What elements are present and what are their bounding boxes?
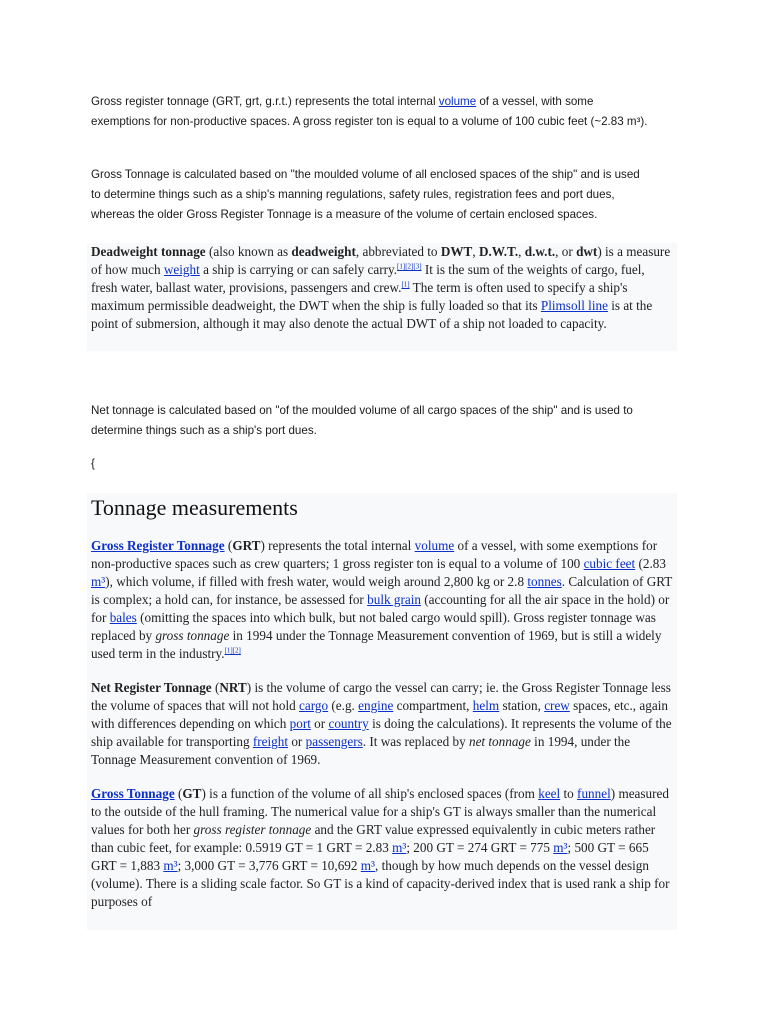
- nrt-text: (e.g.: [328, 698, 359, 713]
- grt-text: of a vessel, with some exemptions for non-productive spaces such as crew quarters; 1 gross register ton is equal to a volume of 100: [91, 538, 658, 571]
- nrt-text: or: [310, 716, 329, 731]
- deadweight-text: , or: [555, 244, 577, 259]
- volume-link[interactable]: volume: [438, 95, 477, 108]
- gross-tonnage-italic: gross tonnage: [155, 628, 230, 643]
- dwt-lower-bold: dwt: [576, 244, 598, 259]
- tonnes-link[interactable]: tonnes: [527, 574, 562, 589]
- passengers-link[interactable]: passengers: [305, 734, 363, 749]
- grt-abbr: GRT: [232, 538, 261, 553]
- deadweight-term: Deadweight tonnage: [91, 244, 206, 259]
- country-link[interactable]: country: [328, 716, 369, 731]
- nrt-paragraph: Net Register Tonnage (NRT) is the volume of cargo the vessel can carry; ie. the Gross Register Tonnage less the volume of spaces that will not hold cargo (e.g. engine compartment, helm station, crew spaces, etc., again with differences depending on which port or country is doing the calculations). It represents the volume of the ship available for transporting freight or passengers. It was replaced by net tonnage in 1994, under the Tonnage Measurement convention of 1969.: [91, 680, 672, 767]
- helm-link[interactable]: helm: [472, 698, 500, 713]
- deadweight-text: a ship is carrying or can safely carry.: [199, 262, 398, 277]
- nrt-abbr: NRT: [219, 680, 247, 695]
- gt-text: is a function of the volume of all ship's enclosed spaces (from: [205, 786, 539, 801]
- crew-link[interactable]: crew: [544, 698, 570, 713]
- keel-link[interactable]: keel: [538, 786, 561, 801]
- section-title: Tonnage measurements: [91, 495, 298, 520]
- deadweight-text: ) is a measure of how much: [91, 244, 671, 277]
- cubic-feet-link[interactable]: cubic feet: [583, 556, 636, 571]
- port-link[interactable]: port: [289, 716, 311, 731]
- deadweight-text: is at the point of submersion, although it may also denote the actual DWT of a ship not loaded to capacity.: [91, 298, 653, 331]
- gross-tonnage-link[interactable]: Gross Tonnage: [91, 786, 175, 801]
- deadweight-text: ,: [518, 244, 525, 259]
- brace-text: {: [91, 457, 95, 470]
- gt-text: ) measured to the outside of the hull framing. The numerical value for a ship's GT is always smaller than the numerical values for both her: [91, 786, 669, 837]
- nrt-text: compartment,: [393, 698, 473, 713]
- grt-text: represents the total internal: [264, 538, 415, 553]
- gt-text: ; 500 GT = 665 GRT = 1,883: [91, 840, 649, 873]
- volume-link[interactable]: volume: [414, 538, 455, 553]
- bales-link[interactable]: bales: [109, 610, 137, 625]
- tonnage-measurements-section: [87, 493, 677, 930]
- gross-tonnage-paragraph: Gross Tonnage is calculated based on "the moulded volume of all enclosed spaces of the ship" and is used to determine things such as a ship's manning regulations, safety rules, registration fees and port dues, whereas the older Gross Register Tonnage is a measure of the volume of certain enclosed spaces.: [91, 168, 640, 221]
- deadweight-block: [87, 243, 677, 351]
- cubic-meter-link[interactable]: m³: [392, 840, 407, 855]
- dwt-bold: DWT: [440, 244, 473, 259]
- reference-link[interactable]: [1][2]: [224, 646, 241, 655]
- gt-text: and the GRT value expressed equivalently in cubic meters rather than cubic feet, for example: 0.5919 GT = 1 GRT = 2.83: [91, 822, 656, 855]
- deadweight-text: The term is often used to specify a ship's maximum permissible deadweight, the DWT when the ship is fully loaded so that its: [91, 280, 628, 313]
- gt-paragraph: Gross Tonnage (GT) is a function of the volume of all ship's enclosed spaces (from keel to funnel) measured to the outside of the hull framing. The numerical value for a ship's GT is always smaller than the numerical values for both her gross register tonnage and the GRT value expressed equivalently in cubic meters rather than cubic feet, for example: 0.5919 GT = 1 GRT = 2.83 m³; 200 GT = 274 GRT = 775 m³; 500 GT = 665 GRT = 1,883 m³; 3,000 GT = 3,776 GRT = 10,692 m³, though by how much depends on the vessel design (volume). There is a sliding scale factor. So GT is a kind of capacity-derived index that is used rank a ship for purposes of: [91, 786, 670, 909]
- freight-link[interactable]: freight: [252, 734, 289, 749]
- deadweight-text: It is the sum of the weights of cargo, fuel, fresh water, ballast water, provisions, passengers and crew.: [91, 262, 645, 295]
- deadweight-text: (also known as: [205, 244, 292, 259]
- reference-link[interactable]: [1][2][3]: [397, 262, 422, 271]
- plimsoll-line-link[interactable]: Plimsoll line: [540, 298, 608, 313]
- nrt-text: in 1994, under the Tonnage Measurement convention of 1969.: [91, 734, 631, 767]
- net-tonnage-paragraph: Net tonnage is calculated based on "of the moulded volume of all cargo spaces of the ship" and is used to determine things such as a ship's port dues.: [91, 404, 633, 437]
- gt-text: ; 200 GT = 274 GRT = 775: [406, 840, 554, 855]
- gt-text: , though by how much depends on the vessel design (volume). There is a sliding scale factor. So GT is a kind of capacity-derived index that is used rank a ship for purposes of: [91, 858, 670, 909]
- grt-intro-paragraph: [91, 92, 651, 132]
- net-register-tonnage-term: Net Register Tonnage: [91, 680, 212, 695]
- grt-text: ), which volume, if filled with fresh water, would weigh around 2,800 kg or 2.8: [105, 574, 528, 589]
- cubic-meter-link[interactable]: m³: [553, 840, 568, 855]
- net-tonnage-italic: net tonnage: [468, 734, 531, 749]
- reference-link[interactable]: [1]: [401, 280, 410, 289]
- dwt-dotted-bold: D.W.T.: [478, 244, 519, 259]
- nrt-text: station,: [499, 698, 545, 713]
- grt-intro-text-cont: of a vessel, with some exemptions for non-productive spaces. A gross register ton is equal to a volume of 100 cubic feet (~2.83 m³).: [91, 95, 648, 128]
- grt-paragraph: Gross Register Tonnage (GRT) represents the total internal volume of a vessel, with some exemptions for non-productive spaces such as crew quarters; 1 gross register ton is equal to a volume of 100 cubic feet (2.83 m³), which volume, if filled with fresh water, would weigh around 2,800 kg or 2.8 tonnes. Calculation of GRT is complex; a hold can, for instance, be assessed for bulk grain (accounting for all the air space in the hold) or for bales (omitting the spaces into which bulk, but not baled cargo would spill). Gross register tonnage was replaced by gross tonnage in 1994 under the Tonnage Measurement convention of 1969, but is still a widely used term in the industry.[1][2]: [91, 538, 673, 661]
- cubic-meter-link[interactable]: m³: [91, 574, 106, 589]
- funnel-link[interactable]: funnel: [577, 786, 611, 801]
- gross-register-tonnage-link[interactable]: Gross Register Tonnage: [91, 538, 225, 553]
- gross-register-tonnage-italic: gross register tonnage: [193, 822, 312, 837]
- gt-text: to: [560, 786, 578, 801]
- nrt-text: is doing the calculations). It represents the volume of the ship available for transporting: [91, 716, 672, 749]
- gt-abbr: GT: [182, 786, 202, 801]
- cubic-meter-link[interactable]: m³: [360, 858, 375, 873]
- grt-text: (2.83: [635, 556, 666, 571]
- grt-text: (accounting for all the air space in the hold) or for: [91, 592, 670, 625]
- weight-link[interactable]: weight: [163, 262, 200, 277]
- cubic-meter-link[interactable]: m³: [163, 858, 178, 873]
- deadweight-bold: deadweight: [291, 244, 356, 259]
- nrt-text: is the volume of cargo the vessel can carry; ie. the Gross Register Tonnage less the volume of spaces that will not hold: [91, 680, 671, 713]
- dwt-lower-dotted-bold: d.w.t.: [524, 244, 556, 259]
- deadweight-text: ,: [472, 244, 479, 259]
- nrt-text: spaces, etc., again with differences depending on which: [91, 698, 668, 731]
- deadweight-paragraph: [91, 243, 673, 333]
- grt-text: in 1994 under the Tonnage Measurement convention of 1969, but is still a widely used term in the industry.: [91, 628, 662, 661]
- grt-intro-text: Gross register tonnage (GRT, grt, g.r.t.) represents the total internal: [91, 95, 439, 108]
- gt-text: ; 3,000 GT = 3,776 GRT = 10,692: [177, 858, 361, 873]
- engine-link[interactable]: engine: [358, 698, 394, 713]
- cargo-link[interactable]: cargo: [299, 698, 329, 713]
- deadweight-text: , abbreviated to: [355, 244, 441, 259]
- nrt-text: . It was replaced by: [362, 734, 469, 749]
- nrt-text: or: [288, 734, 306, 749]
- grt-text: (omitting the spaces into which bulk, but not baled cargo would spill). Gross register tonnage was replaced by: [91, 610, 656, 643]
- bulk-grain-link[interactable]: bulk grain: [367, 592, 421, 607]
- grt-text: . Calculation of GRT is complex; a hold can, for instance, be assessed for: [91, 574, 673, 607]
